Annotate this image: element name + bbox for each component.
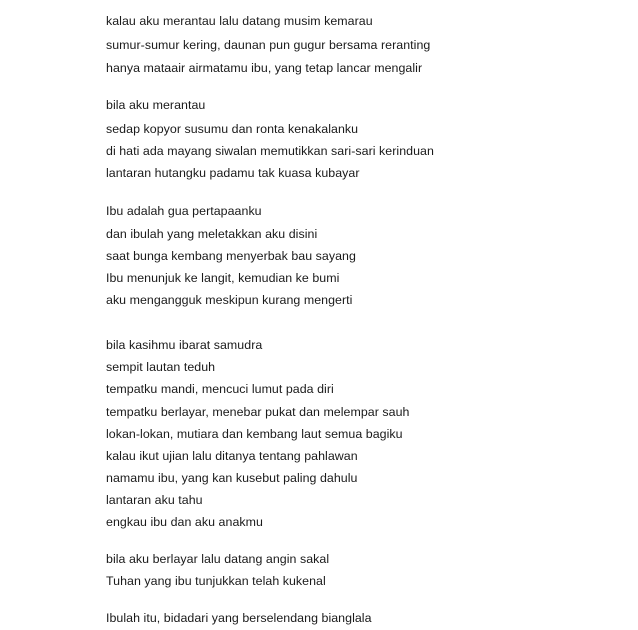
poem-line: Ibulah itu, bidadari yang berselendang bianglala xyxy=(106,611,372,625)
poem-line: bila kasihmu ibarat samudra xyxy=(106,338,263,352)
poem-line: bila aku berlayar lalu datang angin sakal xyxy=(106,552,330,566)
poem-line: namamu ibu, yang kan kusebut paling dahulu xyxy=(106,471,358,485)
poem-line: Tuhan yang ibu tunjukkan telah kukenal xyxy=(106,574,326,588)
poem-line: engkau ibu dan aku anakmu xyxy=(106,515,263,529)
poem-line: tempatku berlayar, menebar pukat dan melempar sauh xyxy=(106,405,410,419)
poem-line: sedap kopyor susumu dan ronta kenakalanku xyxy=(106,122,359,136)
poem-line: sumur-sumur kering, daunan pun gugur bersama reranting xyxy=(106,38,431,52)
poem-line: lokan-lokan, mutiara dan kembang laut semua bagiku xyxy=(106,427,403,441)
poem-line: aku mengangguk meskipun kurang mengerti xyxy=(106,293,353,307)
poem-line: bila aku merantau xyxy=(106,98,206,112)
poem-line: saat bunga kembang menyerbak bau sayang xyxy=(106,249,356,263)
poem-line: di hati ada mayang siwalan memutikkan sari-sari kerinduan xyxy=(106,144,434,158)
poem-line: sempit lautan teduh xyxy=(106,360,216,374)
poem-line: lantaran aku tahu xyxy=(106,493,203,507)
poem-line: hanya mataair airmatamu ibu, yang tetap lancar mengalir xyxy=(106,61,423,75)
poem-line: Ibu menunjuk ke langit, kemudian ke bumi xyxy=(106,271,340,285)
poem-line: kalau aku merantau lalu datang musim kemarau xyxy=(106,14,373,28)
poem-line: kalau ikut ujian lalu ditanya tentang pahlawan xyxy=(106,449,358,463)
poem-line: Ibu adalah gua pertapaanku xyxy=(106,204,262,218)
poem-line: dan ibulah yang meletakkan aku disini xyxy=(106,227,318,241)
poem-line: tempatku mandi, mencuci lumut pada diri xyxy=(106,382,334,396)
poem-line: lantaran hutangku padamu tak kuasa kubayar xyxy=(106,166,360,180)
